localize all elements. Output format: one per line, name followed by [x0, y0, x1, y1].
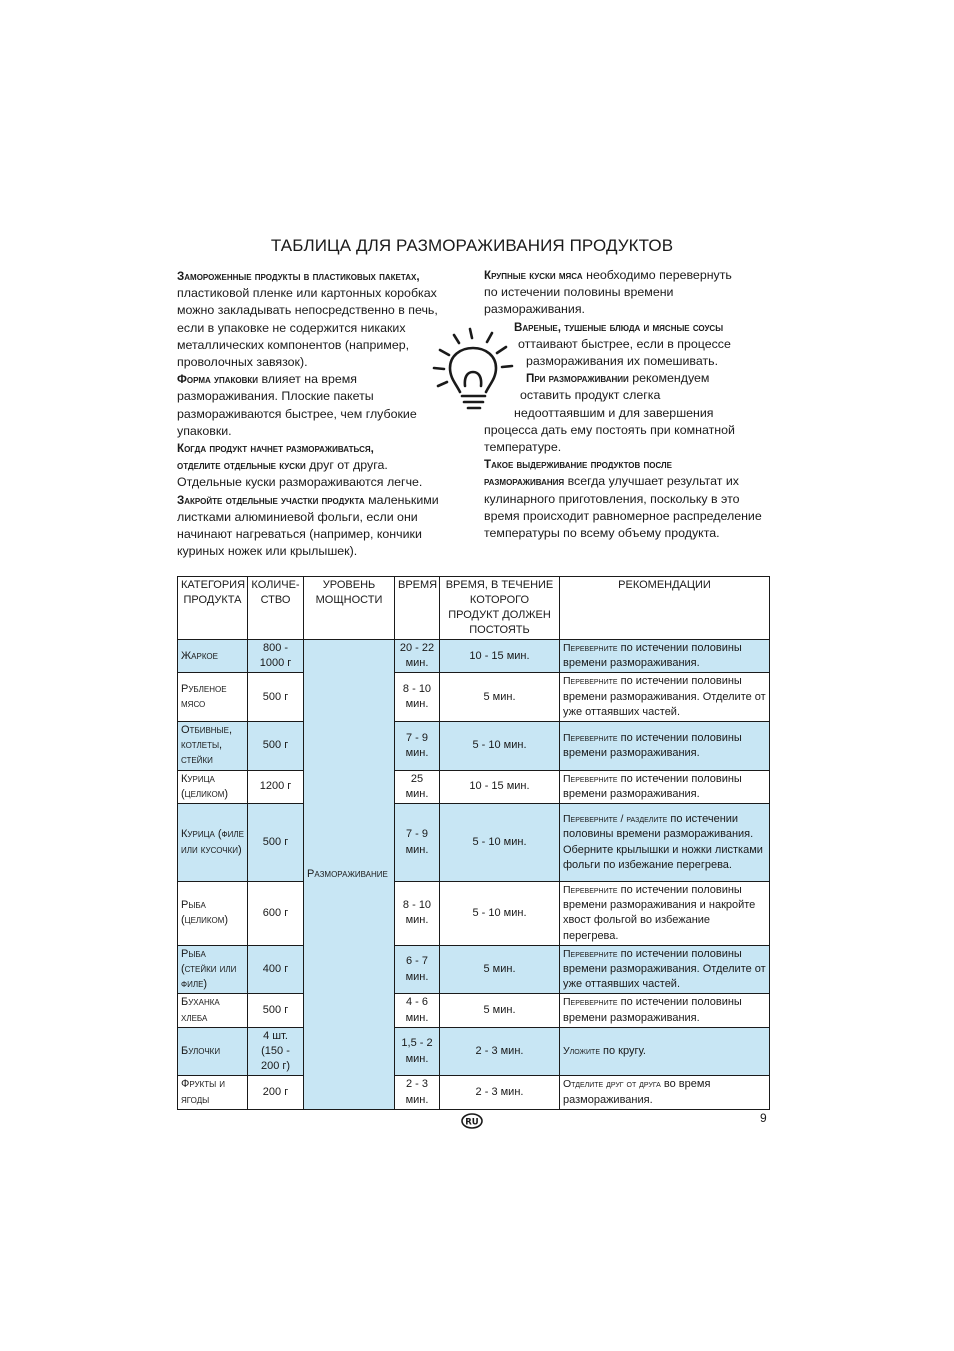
stews-paragraph [484, 319, 774, 371]
product-cell [178, 673, 248, 722]
during-defrost-paragraph [484, 370, 774, 456]
product-cell [178, 994, 248, 1027]
time-cell: 6 - 7 мин. [395, 945, 440, 994]
table-row [178, 882, 770, 946]
product-cell [178, 640, 248, 673]
time-cell: 4 - 6 мин. [395, 994, 440, 1027]
time-cell: 8 - 10 мин. [395, 882, 440, 946]
product-name: Булочки [181, 1045, 221, 1058]
quantity-cell: 500 г [248, 722, 304, 771]
recommendation-lead: Переверните [563, 772, 618, 785]
table-row [178, 673, 770, 722]
stand-time-cell: 5 мин. [440, 945, 560, 994]
product-cell [178, 882, 248, 946]
recommendation-text: во время размораживания. [563, 1078, 711, 1106]
time-cell: 8 - 10 мин. [395, 673, 440, 722]
text-line: размораживания. [484, 302, 585, 317]
paragraph-lead: При размораживании [526, 372, 629, 386]
header-time: ВРЕМЯ [395, 577, 440, 640]
recommendation-text: по истечении половины времени размораживания и накройте хвост фольгой во избежание перегрева. [563, 884, 756, 942]
recommendation-text: по истечении половины времени размораживания. [563, 996, 742, 1024]
table-row [178, 994, 770, 1027]
recommendation-text: по истечении половины времени размораживания. Отделите от уже оттаявших частей. [563, 675, 766, 718]
power-level: Размораживание [307, 867, 388, 880]
paragraph-lead: Такое выдерживание продуктов после [484, 458, 672, 472]
recommendation-cell [560, 1027, 770, 1076]
frozen-packages-paragraph [177, 268, 455, 371]
page-number: 9 [760, 1111, 767, 1125]
recommendation-lead: Переверните [563, 675, 618, 688]
recommendation-text: по истечении половины времени размораживания. Отделите от уже оттаявших частей. [563, 947, 766, 991]
recommendation-cell [560, 640, 770, 673]
stand-time-cell: 2 - 3 мин. [440, 1027, 560, 1076]
time-cell: 1,5 - 2 мин. [395, 1027, 440, 1076]
large-meat-paragraph [484, 267, 774, 319]
table-row [178, 1027, 770, 1076]
recommendation-text: по истечении половины времени размораживания. [563, 642, 742, 670]
left-column [177, 268, 455, 560]
text-line: оттаивают быстрее, если в процессе [518, 336, 731, 351]
time-cell: 7 - 9 мин. [395, 722, 440, 771]
foil-paragraph [177, 492, 455, 561]
quantity-cell: 500 г [248, 994, 304, 1027]
text-line: температуре. [484, 440, 562, 455]
text-line: размораживания их помешивать. [526, 354, 719, 369]
product-cell [178, 770, 248, 803]
product-cell [178, 1027, 248, 1076]
recommendation-text: по кругу. [600, 1045, 646, 1058]
time-cell: 25 мин. [395, 770, 440, 803]
recommendation-lead: Переверните [563, 731, 618, 744]
recommendation-lead: Уложите [563, 1045, 600, 1058]
text-line: размораживаются быстрее, чем глубокие [177, 406, 417, 421]
table-row [178, 770, 770, 803]
table-row [178, 722, 770, 771]
text-line: если в упаковке не содержится никаких [177, 320, 406, 335]
recommendation-lead: Отделите друг от друга [563, 1078, 661, 1091]
stand-time-cell: 2 - 3 мин. [440, 1076, 560, 1109]
stand-time-cell: 5 - 10 мин. [440, 882, 560, 946]
stand-time-cell: 5 - 10 мин. [440, 722, 560, 771]
quantity-cell: 800 - 1000 г [248, 640, 304, 673]
recommendation-text: по истечении половины времени размораживания. [563, 731, 742, 759]
header-stand-time: ВРЕМЯ, В ТЕЧЕНИЕ КОТОРОГО ПРОДУКТ ДОЛЖЕН ПОСТОЯТЬ [440, 577, 560, 640]
paragraph-lead: Форма упаковки [177, 373, 259, 387]
product-name: Курица (целиком) [181, 772, 229, 800]
stand-time-cell: 10 - 15 мин. [440, 770, 560, 803]
text-line: проволочных завязок). [177, 355, 308, 370]
text-line: всегда улучшает результат их [564, 474, 739, 489]
paragraph-lead: Вареные, тушеные блюда и мясные соусы [514, 320, 724, 334]
recommendation-text: по истечении половины времени размораживания. [563, 772, 742, 800]
paragraph-lead: отделите отдельные куски [177, 459, 306, 473]
table-header-row [178, 577, 770, 640]
stand-time-cell: 10 - 15 мин. [440, 640, 560, 673]
text-line: процесса дать ему постоять при комнатной [484, 422, 735, 437]
logo-text: RU [465, 1117, 479, 1128]
ru-language-icon [461, 1113, 483, 1129]
text-line: куриных ножек или крылышек). [177, 544, 358, 559]
recommendation-lead: Переверните [563, 947, 618, 960]
product-name: Курица (филе или кусочки) [181, 828, 244, 856]
text-line: можно закладывать непосредственно в печь, [177, 303, 438, 318]
power-level-cell [304, 640, 395, 1110]
recommendation-lead: Переверните [563, 996, 618, 1009]
text-line: недооттаявшим и для завершения [514, 405, 714, 420]
text-line: по истечении половины времени [484, 285, 674, 300]
quantity-cell: 4 шт. (150 - 200 г) [248, 1027, 304, 1076]
text-line: влияет на время [258, 372, 357, 387]
quantity-cell: 1200 г [248, 770, 304, 803]
lightbulb-icon [430, 326, 520, 416]
package-shape-paragraph [177, 371, 455, 440]
header-category: КАТЕГОРИЯ ПРОДУКТА [178, 577, 248, 640]
page-title: ТАБЛИЦА ДЛЯ РАЗМОРАЖИВАНИЯ ПРОДУКТОВ [270, 236, 674, 255]
quantity-cell: 500 г [248, 673, 304, 722]
text-line: начинают нагреваться (например, кончики [177, 527, 422, 542]
recommendation-cell [560, 770, 770, 803]
product-name: Рыба (целиком) [181, 899, 229, 927]
product-name: Отбивные, котлеты, стейки [181, 724, 233, 767]
product-cell [178, 722, 248, 771]
text-line: рекомендуем [628, 371, 710, 386]
recommendation-cell [560, 673, 770, 722]
text-line: размораживания. Плоские пакеты [177, 389, 374, 404]
defrost-table [177, 576, 770, 1110]
product-name: Рубленое мясо [181, 683, 227, 711]
header-power: УРОВЕНЬ МОЩНОСТИ [304, 577, 395, 640]
time-cell: 20 - 22 мин. [395, 640, 440, 673]
product-cell [178, 1076, 248, 1109]
recommendation-text: по истечении половины времени размораживания. Оберните крылышки и ножки листками фольги по избежание перегрева. [563, 813, 763, 871]
text-line: упаковки. [177, 423, 232, 438]
product-name: Буханка хлеба [181, 996, 220, 1024]
right-column [484, 267, 774, 542]
recommendation-cell [560, 882, 770, 946]
time-cell: 2 - 3 мин. [395, 1076, 440, 1109]
quantity-cell: 600 г [248, 882, 304, 946]
product-name: Рыба (стейки или филе) [181, 947, 237, 991]
text-line: кулинарного приготовления, поскольку в это [484, 491, 740, 506]
text-line: металлических компонентов (например, [177, 337, 410, 352]
standing-time-paragraph [484, 456, 774, 542]
paragraph-lead: Замороженные продукты в пластиковых пакетах, [177, 270, 420, 283]
table-row [178, 945, 770, 994]
stand-time-cell: 5 - 10 мин. [440, 804, 560, 882]
product-name: Фрукты и ягоды [181, 1078, 226, 1106]
stand-time-cell: 5 мин. [440, 673, 560, 722]
quantity-cell: 500 г [248, 804, 304, 882]
paragraph-lead: размораживания [484, 475, 565, 489]
recommendation-cell [560, 1076, 770, 1109]
separate-pieces-paragraph [177, 440, 455, 492]
recommendation-lead: Переверните / разделите [563, 813, 668, 826]
paragraph-lead: Крупные куски мяса [484, 269, 583, 282]
table-row [178, 804, 770, 882]
text-line: пластиковой пленке или картонных коробках [177, 286, 437, 301]
paragraph-lead: Когда продукт начнет размораживаться, [177, 442, 374, 456]
recommendation-lead: Переверните [563, 642, 618, 654]
recommendation-cell [560, 804, 770, 882]
text-line: необходимо перевернуть [582, 268, 732, 282]
text-line: оставить продукт слегка [520, 388, 661, 403]
recommendation-cell [560, 945, 770, 994]
product-name: Жаркое [181, 649, 218, 662]
header-quantity: КОЛИЧЕ- СТВО [248, 577, 304, 640]
product-cell [178, 945, 248, 994]
quantity-cell: 400 г [248, 945, 304, 994]
paragraph-lead: Закройте отдельные участки продукта [177, 493, 365, 507]
quantity-cell: 200 г [248, 1076, 304, 1109]
text-line: Отдельные куски размораживаются легче. [177, 475, 423, 490]
recommendation-lead: Переверните [563, 884, 618, 897]
recommendation-cell [560, 994, 770, 1027]
text-line: температуры по всему объему продукта. [484, 526, 720, 541]
table-row [178, 1076, 770, 1109]
time-cell: 7 - 9 мин. [395, 804, 440, 882]
header-recommendations: РЕКОМЕНДАЦИИ [560, 577, 770, 640]
text-line: маленькими [364, 492, 439, 507]
product-cell [178, 804, 248, 882]
text-line: друг от друга. [305, 458, 388, 473]
text-line: листками алюминиевой фольги, если они [177, 509, 418, 524]
recommendation-cell [560, 722, 770, 771]
table-row [178, 640, 770, 673]
stand-time-cell: 5 мин. [440, 994, 560, 1027]
text-line: время происходит равномерное распределение [484, 508, 762, 523]
